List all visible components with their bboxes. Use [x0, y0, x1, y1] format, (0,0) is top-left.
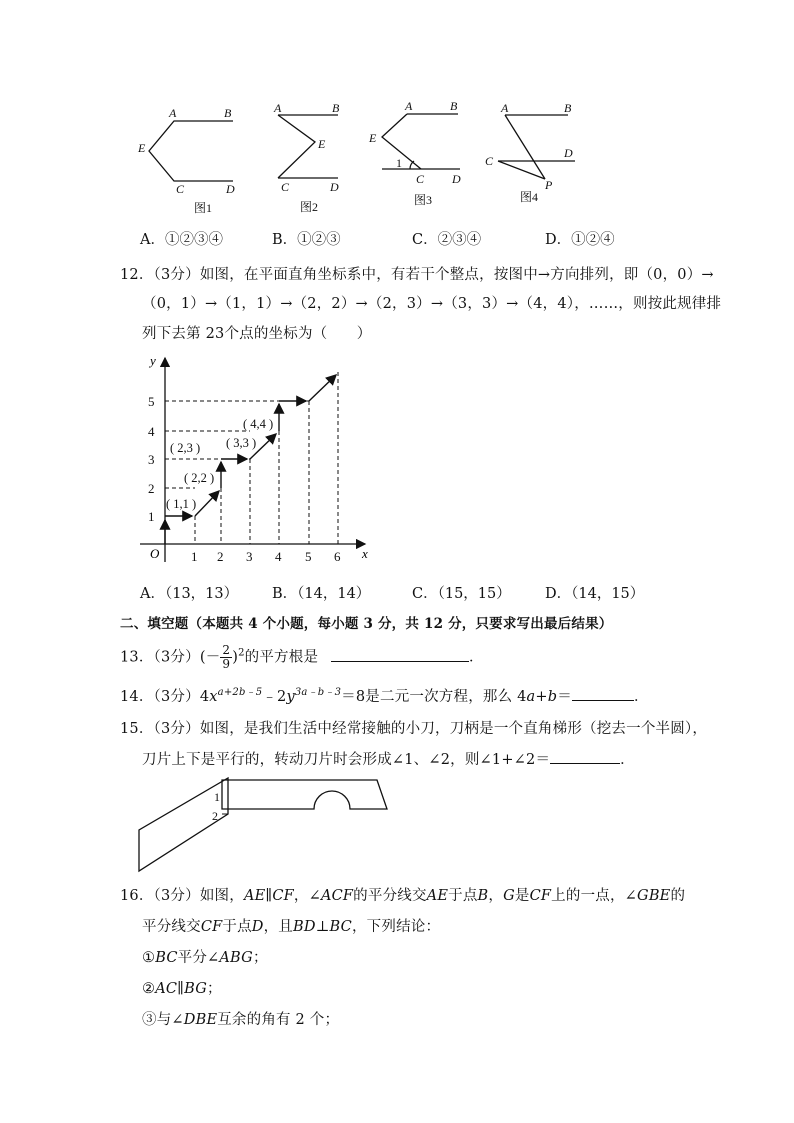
section2-heading: 二、填空题（本题共 4 个小题，每小题 3 分，共 12 分，只要求写出最后结果） [120, 616, 613, 632]
q16-AE-2: AE [426, 888, 449, 904]
q12-line3: 列下去第 23个点的坐标为（ ） [142, 326, 372, 342]
q16-comma: ， [488, 888, 504, 904]
q16-item3-rest: 互余的角有 2 个； [217, 1012, 340, 1028]
q12-option-a[interactable]: A．（13，13） [140, 586, 239, 602]
q16-item1-ABG: ABG [219, 950, 253, 966]
q12-line2: （0，1）→（1，1）→（2，2）→（2，3）→（3，3）→（4，4），……，则按此规律排 [142, 296, 722, 312]
q16-item2-BG: BG [184, 981, 207, 997]
q16-point-on: 上的一点，∠ [551, 888, 638, 904]
q14-y: y [286, 688, 295, 705]
q14-eq: ＝ [557, 688, 572, 705]
y-tick-2: 2 [148, 481, 155, 496]
fig4-label-A: A [501, 101, 509, 115]
q13-answer-blank[interactable] [331, 647, 469, 662]
q16-parallel: ∥ [265, 888, 273, 904]
q14-prefix: 14．（3分）4 [120, 688, 210, 705]
fig1-caption: 图1 [194, 201, 213, 215]
x-tick-4: 4 [275, 549, 282, 564]
q16-bisector-meets: 平分线交 [142, 919, 201, 935]
y-axis-label: y [150, 353, 156, 368]
q12-line1: 12．（3分）如图，在平面直角坐标系中，有若干个整点，按图中→方向排列，即（0，0）→ [120, 267, 714, 283]
q16-item1 [142, 946, 268, 967]
fig2-label-C: C [281, 180, 290, 194]
q14-line [120, 683, 649, 706]
fig3-label-C: C [416, 172, 425, 186]
q13-denominator: 9 [222, 657, 231, 671]
fig2-caption: 图2 [300, 200, 319, 214]
q14-exp2: 3a﹣b﹣3 [294, 687, 342, 698]
q14-plus: + [535, 688, 548, 705]
q16-at-point: 于点 [448, 888, 478, 904]
q14-answer-blank[interactable] [572, 686, 634, 701]
q16-item2-num: ② [142, 981, 156, 997]
q15-end: ． [620, 752, 635, 768]
q16-item2-parallel: ∥ [177, 981, 185, 997]
x-tick-2: 2 [217, 549, 224, 564]
q12-option-c[interactable]: C．（15，15） [412, 586, 511, 602]
q16-BD: BD [293, 919, 316, 935]
point-label-4-4: ( 4,4 ) [243, 417, 274, 431]
fig3-caption: 图3 [414, 193, 433, 207]
q13-numerator: 2 [222, 643, 231, 657]
q14-mid: ﹣2 [262, 688, 287, 705]
q15-line2 [142, 748, 635, 769]
knife-handle [222, 780, 387, 809]
q13-paren-close: ) [232, 649, 239, 666]
fig3-label-A: A [405, 99, 413, 113]
q16-item3-text: 与∠ [156, 1012, 184, 1028]
q13-fraction [220, 644, 232, 671]
q14-exp1: a+2b﹣5 [217, 687, 263, 698]
q16-item1-num: ① [142, 950, 156, 966]
q16-item2-end: ； [207, 981, 222, 997]
q16-line2 [142, 915, 440, 936]
q16-item2 [142, 977, 222, 998]
q16-BC: BC [329, 919, 352, 935]
q16-perp: ⊥ [315, 919, 330, 935]
q16-item3-num: ③ [142, 1012, 157, 1028]
fig3-label-B: B [450, 99, 458, 113]
q13-exponent: 2 [238, 647, 245, 659]
fig3-angle-label: 1 [396, 156, 402, 170]
fig1-lines [149, 121, 233, 181]
q16-item2-AC: AC [155, 981, 178, 997]
q13-line [120, 644, 484, 671]
y-tick-1: 1 [148, 509, 155, 524]
q11-option-a[interactable]: A．①②③④ [140, 232, 223, 248]
q12-option-d[interactable]: D．（14，15） [545, 586, 645, 602]
q12-option-b[interactable]: B．（14，14） [272, 586, 371, 602]
point-label-2-3: ( 2,3 ) [170, 441, 201, 455]
q14-rest: ＝8是二元一次方程，那么 4 [341, 688, 527, 705]
knife-angle-1: 1 [214, 790, 220, 804]
fig2-label-D: D [330, 180, 339, 194]
x-axis-label: x [362, 546, 368, 561]
fig1-label-E: E [138, 141, 146, 155]
point-label-2-2: ( 2,2 ) [184, 471, 215, 485]
q16-conclusions: ，下列结论： [351, 919, 441, 935]
q11-option-d[interactable]: D．①②④ [545, 232, 615, 248]
point-label-3-3: ( 3,3 ) [226, 436, 257, 450]
q13-paren-open: ( [199, 649, 206, 666]
q14-end: ． [633, 688, 649, 705]
fig2-label-A: A [274, 101, 282, 115]
q16-item3 [142, 1008, 339, 1029]
q11-option-c[interactable]: C．②③④ [412, 232, 482, 248]
q16-is: 是 [514, 888, 530, 904]
q11-figures [120, 95, 600, 215]
q15-line1: 15．（3分）如图，是我们生活中经常接触的小刀，刀柄是一个直角梯形（挖去一个半圆）， [120, 721, 708, 737]
fig2-label-E: E [318, 137, 326, 151]
fig1-label-C: C [176, 182, 185, 196]
fig4-label-D: D [564, 146, 573, 160]
q14-b: b [547, 688, 558, 705]
q15-knife-figure [130, 770, 395, 878]
q16-item3-DBE: DBE [183, 1012, 218, 1028]
q15-answer-blank[interactable] [550, 749, 620, 764]
x-tick-1: 1 [191, 549, 198, 564]
q11-option-b[interactable]: B．①②③ [272, 232, 341, 248]
fig3-label-D: D [452, 172, 461, 186]
q16-of: 的 [670, 888, 686, 904]
point-label-1-1: ( 1,1 ) [166, 497, 197, 511]
q16-item1-BC: BC [155, 950, 178, 966]
x-tick-5: 5 [305, 549, 312, 564]
x-tick-3: 3 [246, 549, 253, 564]
q16-item1-text: 平分∠ [177, 950, 220, 966]
q16-AE: AE [243, 888, 266, 904]
q16-at-point-2: 于点 [222, 919, 252, 935]
q16-CF-3: CF [200, 919, 223, 935]
q13-suffix: 的平方根是 [244, 649, 319, 666]
fig4-label-B: B [564, 101, 572, 115]
y-tick-4: 4 [148, 424, 155, 439]
q16-CF: CF [272, 888, 294, 904]
q16-angle-sym: ，∠ [293, 888, 321, 904]
fig3-label-E: E [369, 131, 377, 145]
q16-item1-end: ； [252, 950, 268, 966]
q16-G: G [503, 888, 515, 904]
fig1-label-D: D [226, 182, 235, 196]
fig1-label-A: A [169, 106, 177, 120]
x-tick-6: 6 [334, 549, 341, 564]
q14-x: x [209, 688, 218, 705]
fig1-label-B: B [224, 106, 232, 120]
origin-label: O [150, 546, 160, 561]
fig4-label-C: C [485, 154, 494, 168]
q16-and: ，且 [263, 919, 294, 935]
q16-GBE: GBE [637, 888, 671, 904]
q16-ACF: ACF [320, 888, 354, 904]
q14-a: a [526, 688, 536, 705]
fig2-label-B: B [332, 101, 340, 115]
q16-intro: 16．（3分）如图， [120, 888, 244, 904]
q15-line2-text: 刀片上下是平行的，转动刀片时会形成∠1、∠2，则∠1+∠2＝ [142, 752, 551, 768]
fig4-caption: 图4 [520, 190, 539, 204]
q16-bisector-text: 的平分线交 [353, 888, 427, 904]
y-tick-5: 5 [148, 394, 155, 409]
fig4-label-P: P [545, 178, 553, 192]
y-tick-3: 3 [148, 452, 155, 467]
q12-coordinate-graph [140, 350, 380, 565]
q13-prefix: 13．（3分） [120, 649, 200, 666]
q13-minus: － [205, 649, 221, 666]
q16-line1 [120, 884, 685, 905]
q13-end: ． [468, 649, 484, 666]
fig2-lines [278, 115, 315, 178]
knife-angle-2: 2 [212, 809, 218, 823]
q16-CF-2: CF [529, 888, 552, 904]
q16-B: B [477, 888, 489, 904]
q16-D: D [251, 919, 264, 935]
